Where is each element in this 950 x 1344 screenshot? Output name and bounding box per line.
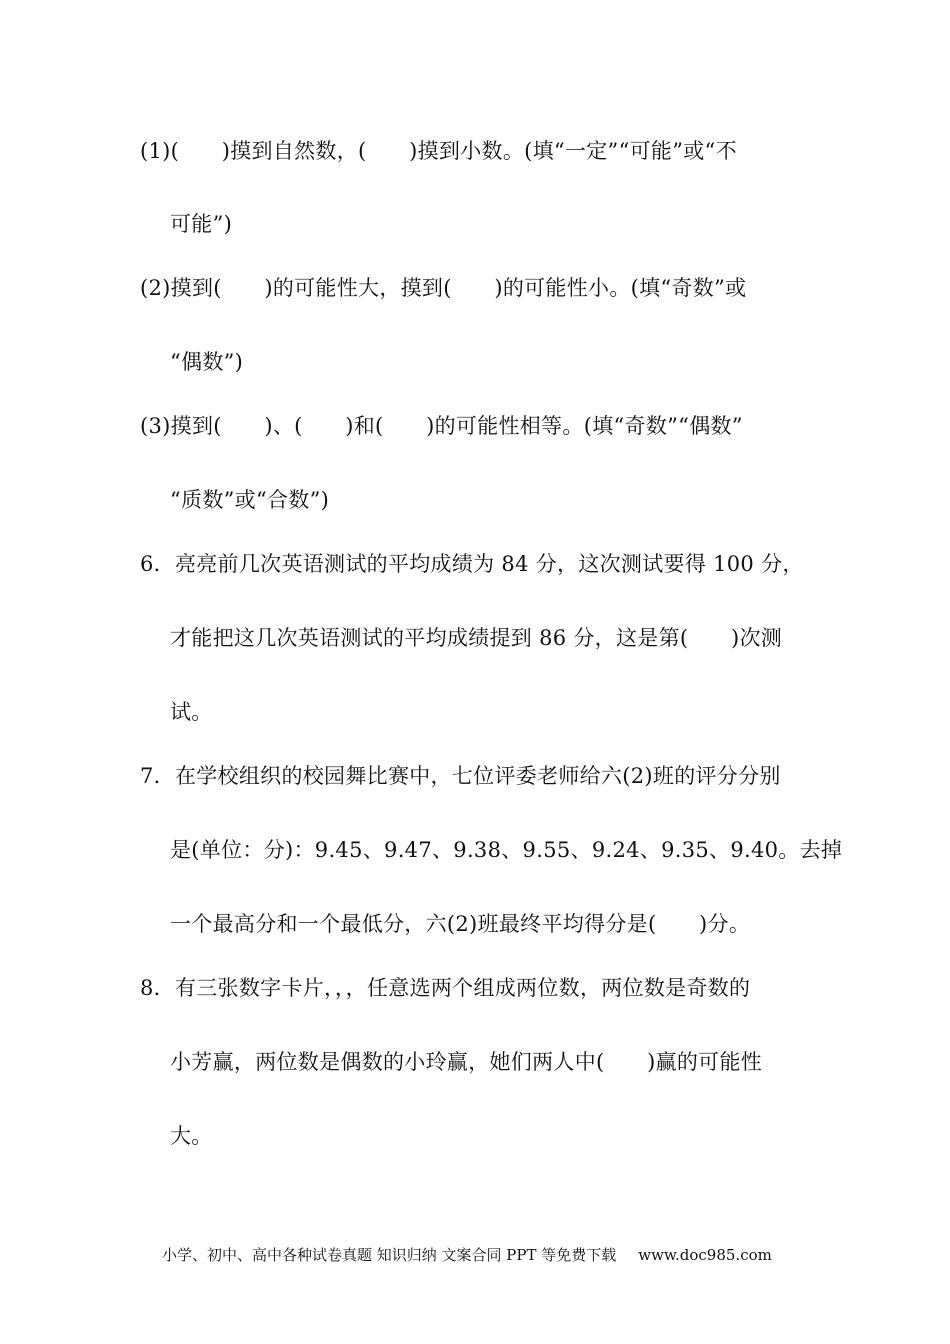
- question-line: 是(单位：分)：9.45、9.47、9.38、9.55、9.24、9.35、9.40。去掉: [170, 838, 843, 862]
- page-footer: [162, 1244, 772, 1266]
- question-line: (1)( )摸到自然数，( )摸到小数。(填“一定”“可能”或“不: [140, 139, 737, 163]
- footer-url[interactable]: www.doc985.com: [638, 1246, 772, 1264]
- question-line: “质数”或“合数”): [170, 488, 330, 512]
- question-line: 小芳赢，两位数是偶数的小玲赢，她们两人中( )赢的可能性: [170, 1050, 763, 1074]
- question-line: (3)摸到( )、( )和( )的可能性相等。(填“奇数”“偶数”: [140, 414, 743, 438]
- question-line: 一个最高分和一个最低分，六(2)班最终平均得分是( )分。: [170, 912, 751, 936]
- footer-text: 小学、初中、高中各种试卷真题 知识归纳 文案合同 PPT 等免费下载: [162, 1246, 617, 1264]
- question-line: 8．有三张数字卡片，，，任意选两个组成两位数，两位数是奇数的: [140, 976, 751, 1000]
- question-line: 7．在学校组织的校园舞比赛中，七位评委老师给六(2)班的评分分别: [140, 764, 781, 788]
- question-line: 大。: [170, 1124, 213, 1148]
- question-line: “偶数”): [170, 350, 244, 374]
- question-line: 6．亮亮前几次英语测试的平均成绩为 84 分，这次测试要得 100 分，: [140, 552, 804, 576]
- question-line: 试。: [170, 700, 213, 724]
- question-line: 才能把这几次英语测试的平均成绩提到 86 分，这是第( )次测: [170, 626, 783, 650]
- question-line: 可能”): [170, 212, 233, 236]
- question-line: (2)摸到( )的可能性大，摸到( )的可能性小。(填“奇数”或: [140, 276, 747, 300]
